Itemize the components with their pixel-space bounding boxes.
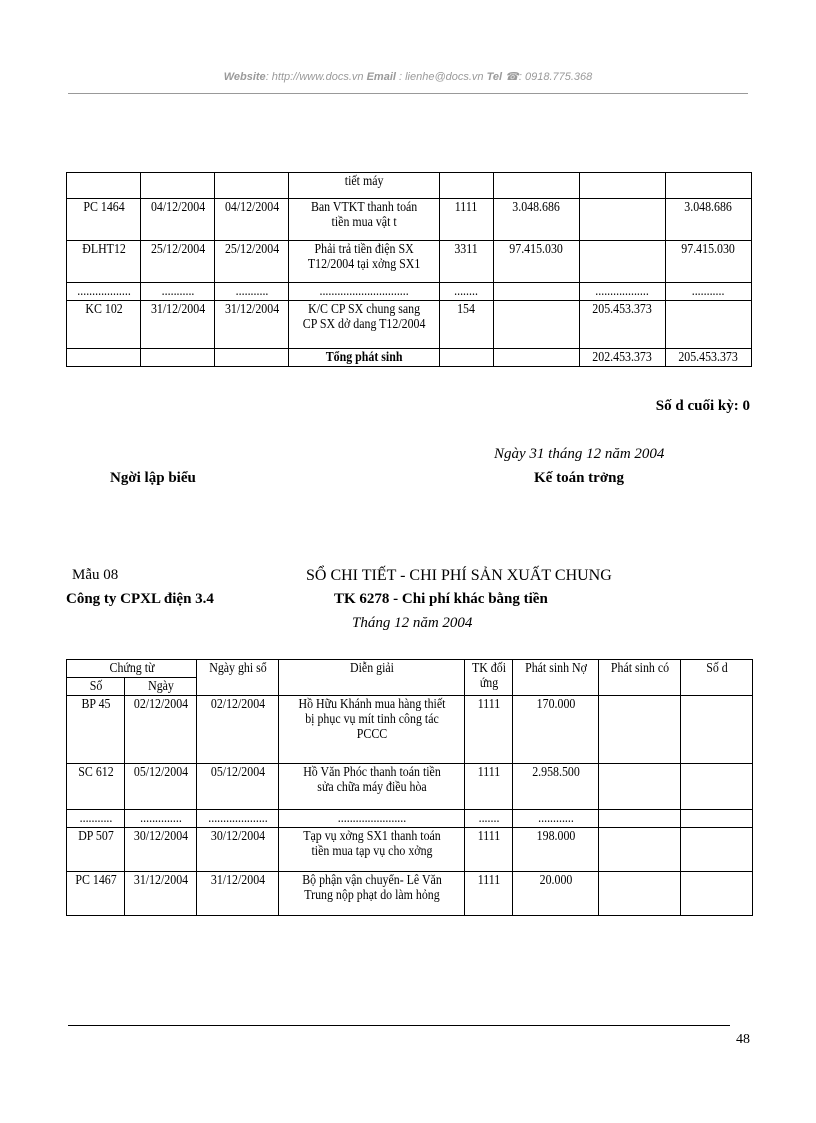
table-cell [686,696,747,764]
table-cell [686,764,747,810]
table-cell [686,828,747,872]
table-cell: 1111 [468,764,509,810]
table-cell: ........... [146,283,209,301]
table-cell: 25/12/2004 [146,241,209,283]
footer-divider [68,1025,730,1026]
table-cell: 1111 [468,872,509,916]
table-cell: 31/12/2004 [146,301,209,349]
tel-label: Tel [486,71,503,83]
table-cell: ........ [443,283,489,301]
table-cell: Hồ Văn Phóc thanh toán tiền sửa chữa máy điều hòa [292,764,450,810]
preparer-label: Ngời lập biểu [110,470,196,486]
email-label: Email [366,71,396,83]
table-row [67,301,752,349]
table-cell: Hồ Hữu Khánh mua hàng thiết bị phục vụ mít tinh công tác PCCC [292,696,450,764]
col-date: Ngày [130,678,191,696]
table-cell: ........... [672,283,745,301]
table-cell: 2.958.500 [519,764,592,810]
table-cell [586,241,659,283]
table-cell: BP 45 [71,696,120,764]
table-cell: PC 1467 [71,872,120,916]
col-account: TK đối ứng [468,660,509,696]
ledger-title: SỔ CHI TIẾT - CHI PHÍ SẢN XUẤT CHUNG [306,567,612,584]
header-row-1 [67,660,753,678]
header-divider [68,93,748,94]
table-cell: 31/12/2004 [203,872,273,916]
table-cell: 1111 [468,828,509,872]
table-cell [500,283,573,301]
col-voucher: Chứng từ [76,660,187,678]
table-cell: 20.000 [519,872,592,916]
table-cell: ........... [71,810,120,828]
table-cell: Bộ phận vận chuyển- Lê Văn Trung nộp phạt do làm hỏng [292,872,450,916]
table-cell: .................. [72,283,135,301]
total-label: Tổng phát sinh [300,349,428,367]
company-name: Công ty CPXL điện 3.4 [66,591,214,607]
table-cell: .................... [203,810,273,828]
table-row [67,173,752,199]
table-cell: .............. [130,810,191,828]
table-row [67,283,752,301]
table-row [67,810,753,828]
table-cell: ĐLHT12 [72,241,135,283]
website-url[interactable]: : http://www.docs.vn [265,71,364,83]
col-no: Số [71,678,120,696]
col-balance: Số d [686,660,747,696]
table-cell [586,173,659,199]
table-cell: 30/12/2004 [203,828,273,872]
table-cell: 25/12/2004 [220,241,283,283]
website-label: Website [223,71,266,83]
table-cell: ........... [220,283,283,301]
table-cell: Tạp vụ xởng SX1 thanh toán tiền mua tạp vụ cho xởng [292,828,450,872]
table-cell [146,173,209,199]
table-cell [220,173,283,199]
form-number: Mẫu 08 [72,567,119,583]
table-row [67,764,753,810]
accountant-label: Kế toán trởng [534,470,624,486]
table-cell [500,173,573,199]
table-cell: 3.048.686 [672,199,745,241]
table-cell: 31/12/2004 [220,301,283,349]
table-cell [605,872,675,916]
col-record-date: Ngày ghi sổ [203,660,273,696]
ledger-period: Tháng 12 năm 2004 [352,615,473,631]
col-debit: Phát sinh Nợ [519,660,592,696]
table-cell: 02/12/2004 [203,696,273,764]
table-cell: Phải trả tiền điện SX T12/2004 tại xởng SX1 [300,241,428,283]
table-cell: DP 507 [71,828,120,872]
tel-number: : 0918.775.368 [518,71,593,83]
table-cell [686,872,747,916]
total-debit: 205.453.373 [672,349,745,367]
table-cell [605,764,675,810]
ledger-table-2 [66,659,753,916]
table-cell: 170.000 [519,696,592,764]
table-cell: 05/12/2004 [130,764,191,810]
col-description: Diễn giải [292,660,450,696]
table-cell [605,696,675,764]
table-cell: .............................. [300,283,428,301]
table-cell: 05/12/2004 [203,764,273,810]
table-cell: 154 [443,301,489,349]
table-cell: PC 1464 [72,199,135,241]
table-cell: ............ [519,810,592,828]
table-cell: Ban VTKT thanh toán tiền mua vật t [300,199,428,241]
email-address[interactable]: : lienhe@docs.vn [399,71,484,83]
table-cell: 97.415.030 [672,241,745,283]
table-cell [672,173,745,199]
table-cell: tiết máy [300,173,428,199]
table-cell: ....... [468,810,509,828]
table-cell [586,199,659,241]
table-cell [605,828,675,872]
ledger-table-1 [66,172,752,367]
table-cell: 04/12/2004 [220,199,283,241]
table-cell: K/C CP SX chung sang CP SX dở dang T12/2004 [300,301,428,349]
total-row [67,349,752,367]
table-cell: 1111 [443,199,489,241]
table-cell: 198.000 [519,828,592,872]
ledger-subtitle: TK 6278 - Chi phí khác bằng tiền [334,591,548,607]
total-credit: 202.453.373 [586,349,659,367]
table-row [67,199,752,241]
table-cell [500,301,573,349]
table-cell [686,810,747,828]
table-cell [672,301,745,349]
page-number: 48 [736,1032,750,1047]
page-header [0,70,816,83]
table-cell [72,173,135,199]
table-row [67,241,752,283]
table-cell: 30/12/2004 [130,828,191,872]
table-cell: ....................... [292,810,450,828]
table-cell: KC 102 [72,301,135,349]
table-cell: 1111 [468,696,509,764]
table-cell: 31/12/2004 [130,872,191,916]
table-cell: SC 612 [71,764,120,810]
table-cell: 04/12/2004 [146,199,209,241]
signature-date: Ngày 31 tháng 12 năm 2004 [494,446,665,462]
phone-icon: ☎ [505,71,519,83]
table-cell: 97.415.030 [500,241,573,283]
table-row [67,696,753,764]
closing-balance: Số d cuối kỳ: 0 [655,398,750,414]
table-row [67,828,753,872]
table-row [67,872,753,916]
table-cell: 205.453.373 [586,301,659,349]
col-credit: Phát sinh có [605,660,675,696]
table-cell: .................. [586,283,659,301]
table-cell [443,173,489,199]
table-cell [605,810,675,828]
table-cell: 02/12/2004 [130,696,191,764]
table-cell: 3311 [443,241,489,283]
table-cell: 3.048.686 [500,199,573,241]
